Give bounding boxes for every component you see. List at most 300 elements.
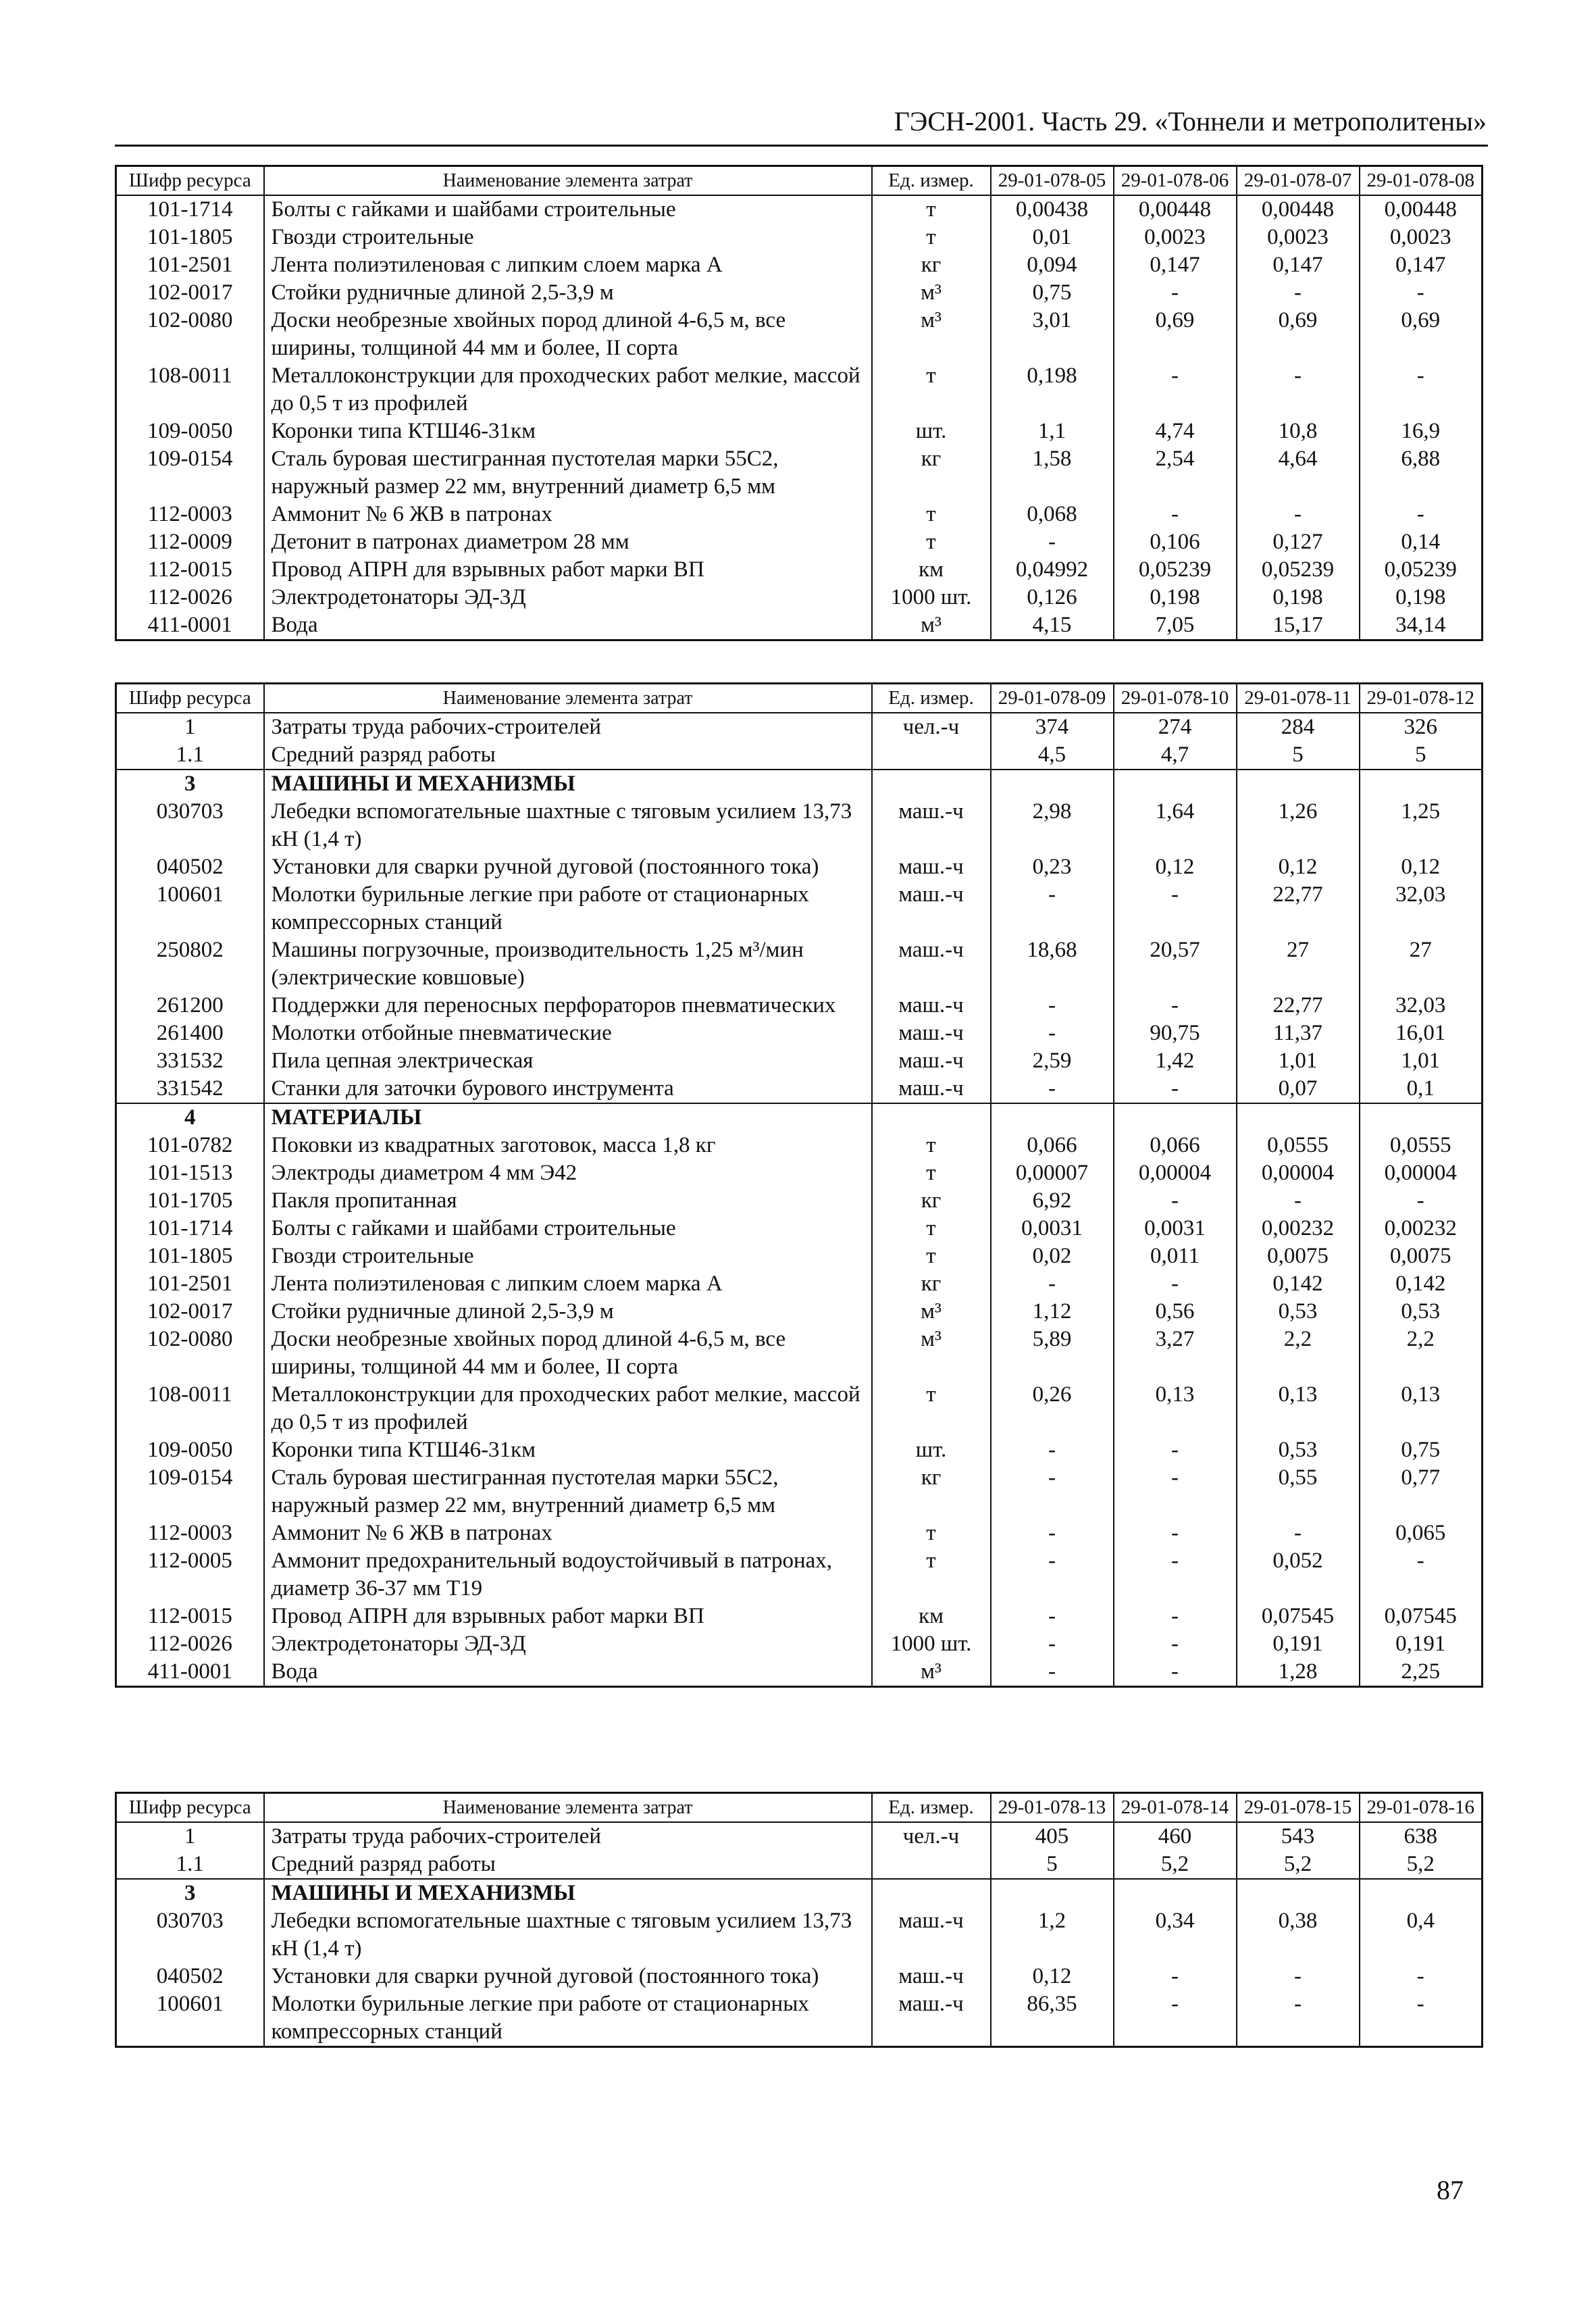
row-value: 0,0555 — [1237, 1132, 1360, 1159]
row-value: - — [1360, 1963, 1483, 1990]
row-code: 030703 — [116, 1907, 264, 1963]
row-code: 112-0005 — [116, 1547, 264, 1603]
row-value: - — [1237, 501, 1360, 528]
header-name: Наименование элемента затрат — [264, 684, 872, 713]
row-name: Молотки бурильные легкие при работе от стационарных компрессорных станций — [264, 881, 872, 936]
row-name: Молотки бурильные легкие при работе от стационарных компрессорных станций — [264, 1990, 872, 2047]
row-value — [1237, 770, 1360, 798]
row-value: 0,106 — [1114, 528, 1237, 556]
row-unit: м³ — [872, 611, 991, 640]
row-name: Провод АПРН для взрывных работ марки ВП — [264, 1603, 872, 1630]
row-name: Сталь буровая шестигранная пустотелая марки 55С2, наружный размер 22 мм, внутренний диаметр 6,5 мм — [264, 1464, 872, 1519]
row-value: 0,07545 — [1360, 1603, 1483, 1630]
row-name: Коронки типа КТШ46-31км — [264, 1436, 872, 1464]
row-value: 0,12 — [991, 1963, 1114, 1990]
table-row — [116, 881, 1483, 936]
row-name: Затраты труда рабочих-строителей — [264, 1822, 872, 1851]
row-value: 0,0023 — [1114, 224, 1237, 251]
row-value: - — [1114, 501, 1237, 528]
row-unit: м³ — [872, 1326, 991, 1381]
row-value: - — [1237, 279, 1360, 307]
row-code: 1.1 — [116, 1851, 264, 1879]
row-code: 101-2501 — [116, 1270, 264, 1298]
row-unit: 1000 шт. — [872, 1630, 991, 1658]
row-value: 5,2 — [1360, 1851, 1483, 1879]
row-value: - — [1114, 1990, 1237, 2047]
header-unit: Ед. измер. — [872, 166, 991, 196]
row-value: 0,068 — [991, 501, 1114, 528]
row-value — [1114, 1103, 1237, 1132]
row-name: Установки для сварки ручной дуговой (постоянного тока) — [264, 1963, 872, 1990]
row-value: 0,00004 — [1360, 1159, 1483, 1187]
header-name: Наименование элемента затрат — [264, 166, 872, 196]
row-unit: т — [872, 501, 991, 528]
row-code: 112-0015 — [116, 1603, 264, 1630]
row-name: Средний разряд работы — [264, 1851, 872, 1879]
row-value: 6,92 — [991, 1187, 1114, 1215]
row-value — [1237, 1879, 1360, 1907]
row-value: 0,05239 — [1114, 556, 1237, 584]
row-value: 0,69 — [1237, 307, 1360, 362]
table-row — [116, 798, 1483, 853]
row-code: 3 — [116, 770, 264, 798]
row-unit: маш.-ч — [872, 853, 991, 881]
row-value: 0,0031 — [1114, 1215, 1237, 1242]
row-value: 0,53 — [1237, 1298, 1360, 1326]
table-row — [116, 1879, 1483, 1907]
row-value — [991, 1103, 1114, 1132]
row-value: 1,01 — [1360, 1047, 1483, 1075]
row-name: Установки для сварки ручной дуговой (постоянного тока) — [264, 853, 872, 881]
table-row — [116, 501, 1483, 528]
row-name: Затраты труда рабочих-строителей — [264, 713, 872, 741]
row-value: 22,77 — [1237, 992, 1360, 1020]
row-code: 100601 — [116, 1990, 264, 2047]
row-unit: т — [872, 1215, 991, 1242]
header-norm-code: 29-01-078-11 — [1237, 684, 1360, 713]
table-header-row — [116, 684, 1483, 713]
row-code: 411-0001 — [116, 1658, 264, 1687]
row-value: 0,12 — [1360, 853, 1483, 881]
row-value: 32,03 — [1360, 992, 1483, 1020]
row-value: 1,2 — [991, 1907, 1114, 1963]
row-unit: маш.-ч — [872, 881, 991, 936]
row-value: 638 — [1360, 1822, 1483, 1851]
row-value: 7,05 — [1114, 611, 1237, 640]
row-value: 0,0023 — [1237, 224, 1360, 251]
row-value: - — [991, 1020, 1114, 1047]
row-code: 112-0015 — [116, 556, 264, 584]
row-name: Провод АПРН для взрывных работ марки ВП — [264, 556, 872, 584]
row-value: 0,53 — [1360, 1298, 1483, 1326]
row-value: 0,07545 — [1237, 1603, 1360, 1630]
row-value: 27 — [1360, 936, 1483, 992]
row-value: 0,14 — [1360, 528, 1483, 556]
row-value: 0,4 — [1360, 1907, 1483, 1963]
row-unit: т — [872, 1132, 991, 1159]
page-header-title: ГЭСН-2001. Часть 29. «Тоннели и метрополитены» — [894, 106, 1487, 136]
row-value: 2,25 — [1360, 1658, 1483, 1687]
row-value: 0,00438 — [991, 195, 1114, 224]
row-unit: маш.-ч — [872, 1907, 991, 1963]
row-value: 16,01 — [1360, 1020, 1483, 1047]
row-code: 109-0154 — [116, 1464, 264, 1519]
row-unit — [872, 741, 991, 770]
row-value: - — [1237, 1990, 1360, 2047]
row-value: 0,75 — [991, 279, 1114, 307]
row-value: - — [1360, 279, 1483, 307]
row-value: - — [1114, 1464, 1237, 1519]
row-value: 5,2 — [1114, 1851, 1237, 1879]
header-norm-code: 29-01-078-07 — [1237, 166, 1360, 196]
row-value: 4,64 — [1237, 445, 1360, 501]
row-value: 0,00448 — [1237, 195, 1360, 224]
row-value: - — [1360, 501, 1483, 528]
row-value: 0,01 — [991, 224, 1114, 251]
row-unit: чел.-ч — [872, 1822, 991, 1851]
row-name: Сталь буровая шестигранная пустотелая марки 55С2, наружный размер 22 мм, внутренний диаметр 6,5 мм — [264, 445, 872, 501]
row-value: 20,57 — [1114, 936, 1237, 992]
row-value: - — [1114, 1436, 1237, 1464]
row-value: - — [991, 1436, 1114, 1464]
row-value: - — [1237, 362, 1360, 418]
row-value: 5 — [1360, 741, 1483, 770]
row-code: 102-0017 — [116, 1298, 264, 1326]
table-row — [116, 1464, 1483, 1519]
row-name: Лента полиэтиленовая с липким слоем марка А — [264, 1270, 872, 1298]
row-code: 100601 — [116, 881, 264, 936]
row-unit: км — [872, 556, 991, 584]
table-row — [116, 1963, 1483, 1990]
row-value: 0,00007 — [991, 1159, 1114, 1187]
row-name: Электродетонаторы ЭД-3Д — [264, 1630, 872, 1658]
row-value: - — [1114, 1519, 1237, 1547]
row-name: Вода — [264, 1658, 872, 1687]
table-row — [116, 936, 1483, 992]
row-value: - — [1114, 1075, 1237, 1103]
row-name: Аммонит № 6 ЖВ в патронах — [264, 501, 872, 528]
row-unit: маш.-ч — [872, 1047, 991, 1075]
row-value: 2,2 — [1237, 1326, 1360, 1381]
row-value: 374 — [991, 713, 1114, 741]
row-unit: шт. — [872, 418, 991, 445]
row-value: 274 — [1114, 713, 1237, 741]
table-row — [116, 1187, 1483, 1215]
row-name: Лебедки вспомогательные шахтные с тяговым усилием 13,73 кН (1,4 т) — [264, 798, 872, 853]
table-row — [116, 1907, 1483, 1963]
row-value: 4,5 — [991, 741, 1114, 770]
row-value: 0,142 — [1237, 1270, 1360, 1298]
row-code: 101-1513 — [116, 1159, 264, 1187]
table-row — [116, 1326, 1483, 1381]
row-value: 0,00232 — [1360, 1215, 1483, 1242]
row-value: 5 — [991, 1851, 1114, 1879]
table-row — [116, 1851, 1483, 1879]
row-value: - — [1114, 1547, 1237, 1603]
row-value: 0,147 — [1360, 251, 1483, 279]
table-row — [116, 1603, 1483, 1630]
row-value: 0,198 — [1237, 584, 1360, 611]
row-value: - — [1114, 1963, 1237, 1990]
row-value: 0,69 — [1360, 307, 1483, 362]
row-value: - — [1360, 362, 1483, 418]
row-value: 3,01 — [991, 307, 1114, 362]
row-value: - — [991, 1270, 1114, 1298]
row-value: - — [1237, 1963, 1360, 1990]
row-value: 0,0555 — [1360, 1132, 1483, 1159]
row-value: 1,26 — [1237, 798, 1360, 853]
row-value: 326 — [1360, 713, 1483, 741]
row-code: 040502 — [116, 1963, 264, 1990]
row-value: 0,198 — [1114, 584, 1237, 611]
row-name: Поковки из квадратных заготовок, масса 1,8 кг — [264, 1132, 872, 1159]
row-name: Гвозди строительные — [264, 1242, 872, 1270]
row-code: 101-2501 — [116, 251, 264, 279]
row-name: Пила цепная электрическая — [264, 1047, 872, 1075]
row-value: 0,00004 — [1237, 1159, 1360, 1187]
row-value: 34,14 — [1360, 611, 1483, 640]
row-unit: шт. — [872, 1436, 991, 1464]
row-value: - — [991, 1603, 1114, 1630]
row-value: 0,04992 — [991, 556, 1114, 584]
row-unit: т — [872, 528, 991, 556]
row-name: Болты с гайками и шайбами строительные — [264, 1215, 872, 1242]
row-value: - — [1114, 992, 1237, 1020]
row-value: 0,69 — [1114, 307, 1237, 362]
row-value: - — [1114, 279, 1237, 307]
row-code: 101-0782 — [116, 1132, 264, 1159]
row-code: 108-0011 — [116, 1381, 264, 1436]
row-value: - — [991, 992, 1114, 1020]
row-value: 0,191 — [1237, 1630, 1360, 1658]
row-name: Доски необрезные хвойных пород длиной 4-6,5 м, все ширины, толщиной 44 мм и более, II сорта — [264, 1326, 872, 1381]
row-unit: кг — [872, 1187, 991, 1215]
row-value: 0,147 — [1114, 251, 1237, 279]
row-value: 0,00448 — [1114, 195, 1237, 224]
row-unit: кг — [872, 1270, 991, 1298]
table-row — [116, 1075, 1483, 1103]
row-unit: маш.-ч — [872, 1963, 991, 1990]
table-row — [116, 1242, 1483, 1270]
table-row — [116, 611, 1483, 640]
row-name: Металлоконструкции для проходческих работ мелкие, массой до 0,5 т из профилей — [264, 1381, 872, 1436]
row-name: Стойки рудничные длиной 2,5-3,9 м — [264, 279, 872, 307]
header-norm-code: 29-01-078-06 — [1114, 166, 1237, 196]
row-value: 0,066 — [1114, 1132, 1237, 1159]
table-row — [116, 556, 1483, 584]
row-value: - — [991, 528, 1114, 556]
row-name: Поддержки для переносных перфораторов пневматических — [264, 992, 872, 1020]
page-number: 87 — [1437, 2175, 1464, 2205]
table-row — [116, 418, 1483, 445]
row-value: 5,89 — [991, 1326, 1114, 1381]
row-code: 1.1 — [116, 741, 264, 770]
header-norm-code: 29-01-078-08 — [1360, 166, 1483, 196]
row-value: 0,0031 — [991, 1215, 1114, 1242]
row-unit: маш.-ч — [872, 992, 991, 1020]
row-name: Молотки отбойные пневматические — [264, 1020, 872, 1047]
table-row — [116, 251, 1483, 279]
row-value: 5,2 — [1237, 1851, 1360, 1879]
row-name: Металлоконструкции для проходческих работ мелкие, массой до 0,5 т из профилей — [264, 362, 872, 418]
table-header-row — [116, 1793, 1483, 1823]
row-code: 101-1714 — [116, 195, 264, 224]
row-unit — [872, 1879, 991, 1907]
row-value: 16,9 — [1360, 418, 1483, 445]
row-value: 0,38 — [1237, 1907, 1360, 1963]
row-name: Доски необрезные хвойных пород длиной 4-6,5 м, все ширины, толщиной 44 мм и более, II сорта — [264, 307, 872, 362]
row-code: 112-0009 — [116, 528, 264, 556]
table-row — [116, 770, 1483, 798]
header-code: Шифр ресурса — [116, 166, 264, 196]
row-value: 405 — [991, 1822, 1114, 1851]
row-value: 0,0075 — [1237, 1242, 1360, 1270]
row-value: 0,127 — [1237, 528, 1360, 556]
row-code: 112-0026 — [116, 1630, 264, 1658]
row-code: 112-0003 — [116, 1519, 264, 1547]
table-row — [116, 528, 1483, 556]
row-value: 284 — [1237, 713, 1360, 741]
row-unit: т — [872, 1519, 991, 1547]
row-value: 0,052 — [1237, 1547, 1360, 1603]
table-row — [116, 1215, 1483, 1242]
row-value: 6,88 — [1360, 445, 1483, 501]
row-code: 102-0080 — [116, 307, 264, 362]
row-unit: т — [872, 224, 991, 251]
row-value: - — [1114, 1270, 1237, 1298]
row-code: 3 — [116, 1879, 264, 1907]
row-unit — [872, 770, 991, 798]
row-name: МАШИНЫ И МЕХАНИЗМЫ — [264, 1879, 872, 1907]
table-row — [116, 279, 1483, 307]
row-unit: кг — [872, 251, 991, 279]
row-value: 0,126 — [991, 584, 1114, 611]
row-value: 1,25 — [1360, 798, 1483, 853]
row-value: 0,147 — [1237, 251, 1360, 279]
row-value — [1360, 770, 1483, 798]
row-value: 0,198 — [1360, 584, 1483, 611]
header-code: Шифр ресурса — [116, 684, 264, 713]
row-value: 4,15 — [991, 611, 1114, 640]
row-value — [991, 1879, 1114, 1907]
row-unit: км — [872, 1603, 991, 1630]
row-value: 18,68 — [991, 936, 1114, 992]
row-value: 1,1 — [991, 418, 1114, 445]
row-value: 3,27 — [1114, 1326, 1237, 1381]
row-value: - — [991, 1519, 1114, 1547]
row-unit: маш.-ч — [872, 936, 991, 992]
row-code: 4 — [116, 1103, 264, 1132]
table-row — [116, 584, 1483, 611]
row-value: - — [991, 1464, 1114, 1519]
row-value: 0,13 — [1360, 1381, 1483, 1436]
row-value: 2,54 — [1114, 445, 1237, 501]
table-row — [116, 1547, 1483, 1603]
table-row — [116, 224, 1483, 251]
row-code: 101-1805 — [116, 1242, 264, 1270]
row-value: 1,28 — [1237, 1658, 1360, 1687]
row-value: - — [1360, 1990, 1483, 2047]
row-unit — [872, 1851, 991, 1879]
row-value: 2,98 — [991, 798, 1114, 853]
row-value: - — [1114, 1658, 1237, 1687]
header-norm-code: 29-01-078-15 — [1237, 1793, 1360, 1823]
row-name: Машины погрузочные, производительность 1,25 м³/мин (электрические ковшовые) — [264, 936, 872, 992]
row-value: 0,13 — [1237, 1381, 1360, 1436]
row-value: 0,094 — [991, 251, 1114, 279]
row-value: 0,77 — [1360, 1464, 1483, 1519]
row-unit: кг — [872, 445, 991, 501]
row-code: 261200 — [116, 992, 264, 1020]
header-norm-code: 29-01-078-16 — [1360, 1793, 1483, 1823]
row-value: 0,56 — [1114, 1298, 1237, 1326]
header-code: Шифр ресурса — [116, 1793, 264, 1823]
table-row — [116, 1436, 1483, 1464]
row-unit: т — [872, 1242, 991, 1270]
row-unit: т — [872, 362, 991, 418]
header-norm-code: 29-01-078-05 — [991, 166, 1114, 196]
row-code: 030703 — [116, 798, 264, 853]
table-row — [116, 307, 1483, 362]
row-value: 1,64 — [1114, 798, 1237, 853]
row-code: 040502 — [116, 853, 264, 881]
row-name: МАШИНЫ И МЕХАНИЗМЫ — [264, 770, 872, 798]
row-unit: чел.-ч — [872, 713, 991, 741]
row-code: 1 — [116, 1822, 264, 1851]
row-unit: м³ — [872, 1658, 991, 1687]
row-value: 0,26 — [991, 1381, 1114, 1436]
row-unit: кг — [872, 1464, 991, 1519]
row-value: 0,05239 — [1237, 556, 1360, 584]
row-value: 0,142 — [1360, 1270, 1483, 1298]
row-code: 109-0050 — [116, 1436, 264, 1464]
row-value: 5 — [1237, 741, 1360, 770]
header-norm-code: 29-01-078-10 — [1114, 684, 1237, 713]
row-unit: 1000 шт. — [872, 584, 991, 611]
row-value: 0,191 — [1360, 1630, 1483, 1658]
row-code: 331542 — [116, 1075, 264, 1103]
row-value: 2,2 — [1360, 1326, 1483, 1381]
row-value: 0,066 — [991, 1132, 1114, 1159]
row-unit: м³ — [872, 307, 991, 362]
row-name: Лебедки вспомогательные шахтные с тяговым усилием 13,73 кН (1,4 т) — [264, 1907, 872, 1963]
row-value: - — [1360, 1547, 1483, 1603]
row-value: 0,1 — [1360, 1075, 1483, 1103]
table-row — [116, 1103, 1483, 1132]
row-code: 101-1714 — [116, 1215, 264, 1242]
row-value: - — [1114, 1630, 1237, 1658]
row-value: 22,77 — [1237, 881, 1360, 936]
table-row — [116, 1270, 1483, 1298]
row-value: 0,12 — [1114, 853, 1237, 881]
row-value: 27 — [1237, 936, 1360, 992]
row-value: - — [991, 881, 1114, 936]
row-unit: маш.-ч — [872, 1075, 991, 1103]
row-value: 0,75 — [1360, 1436, 1483, 1464]
row-value: 0,00004 — [1114, 1159, 1237, 1187]
row-value: 0,011 — [1114, 1242, 1237, 1270]
table-row — [116, 362, 1483, 418]
row-value — [1360, 1103, 1483, 1132]
table-row — [116, 741, 1483, 770]
resource-table-1 — [115, 165, 1483, 641]
row-code: 102-0017 — [116, 279, 264, 307]
row-value: 0,05239 — [1360, 556, 1483, 584]
row-value: 4,74 — [1114, 418, 1237, 445]
row-code: 261400 — [116, 1020, 264, 1047]
table-row — [116, 713, 1483, 741]
row-value: 0,198 — [991, 362, 1114, 418]
